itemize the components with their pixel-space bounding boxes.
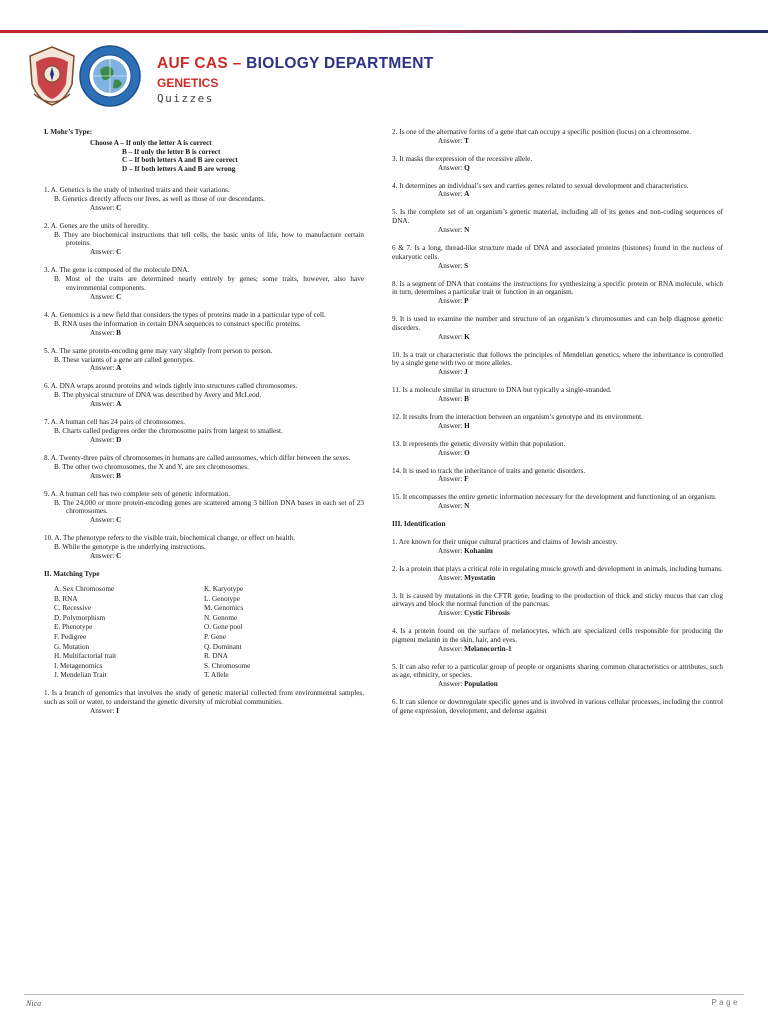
matching-choice: G. Mutation [54, 642, 90, 651]
answer-line: Answer: Population [438, 680, 498, 689]
matching-choice: R. DNA [204, 652, 228, 661]
answer-line: Answer: F [438, 475, 469, 484]
section-title: II. Matching Type [44, 570, 100, 579]
right-column [392, 128, 723, 725]
question-text: 3. It is caused by mutations in the CFTR gene, leading to the production of thick and sticky mucus that can clog airways and block the normal function of the pancreas. [392, 591, 723, 609]
answer-line: Answer: A [438, 190, 470, 199]
question-text: 2. Is a protein that plays a critical role in regulating muscle growth and development in animals, including humans. [392, 564, 723, 573]
question-text: 12. It results from the interaction between an organism’s genotype and its environment. [392, 413, 643, 422]
answer-line: Answer: B [90, 328, 121, 337]
answer-value: N [464, 502, 470, 511]
answer-line: Answer: Myostatin [438, 573, 496, 582]
question-item [392, 413, 723, 431]
question-item [392, 155, 723, 173]
matching-column-right [204, 585, 250, 681]
answer-value: O [464, 448, 470, 457]
footer-divider [24, 994, 744, 995]
question-line: 1. A. Genetics is the study of inherited traits and their variations. [44, 185, 230, 194]
answer-line: Answer: N [438, 225, 470, 234]
question-line: 10. A. The phenotype refers to the visible trait, biochemical change, or effect on health. [44, 534, 296, 543]
question-line: B. RNA uses the information in certain DNA sequences to construct specific proteins. [54, 319, 301, 328]
answer-line: Answer: C [90, 248, 122, 257]
question-text: 6. It can silence or downregulate specific genes and is involved in various cellular processes, including the control of gene expression, development, and defense against [392, 698, 723, 716]
answer-value: N [464, 225, 470, 234]
question-text: 6 & 7. Is a long, thread-like structure made of DNA and associated proteins (histones) found in the nucleus of eukaryotic cells. [392, 243, 723, 261]
question-item [392, 182, 723, 200]
answer-line: Answer: C [90, 516, 122, 525]
question-text: 3. It masks the expression of the recessive allele. [392, 154, 533, 163]
question-item [392, 351, 723, 377]
answer-line: Answer: O [438, 448, 470, 457]
answer-line: Answer: Melanocortin-1 [438, 644, 512, 653]
question-text: 10. Is a trait or characteristic that follows the principles of Mendelian genetics, where the inheritance is controlled by a single gene with two or more alleles. [392, 350, 723, 368]
answer-line: Answer: B [438, 395, 469, 404]
question-line: B. The 24,000 or more protein-encoding genes are scattered among 3 billion DNA bases in each set of 23 chromosomes. [54, 498, 364, 516]
answer-line: Answer: C [90, 203, 122, 212]
question-line: 8. A. Twenty-three pairs of chromosomes in humans are called autosomes, which differ between the sexes. [44, 454, 351, 463]
question-line: 3. A. The gene is composed of the molecule DNA. [44, 266, 190, 275]
matching-choice: Q. Dominant [204, 642, 242, 651]
question-text: 5. Is the complete set of an organism’s genetic material, including all of its genes and non-coding sequences of DNA. [392, 208, 723, 226]
answer-value: Cystic Fibrosis [464, 609, 510, 618]
question-item [44, 418, 364, 444]
answer-line: Answer: C [90, 292, 122, 301]
answer-value: S [464, 261, 469, 270]
section-title: III. Identification [392, 520, 446, 529]
answer-value: Melanocortin-1 [464, 644, 512, 653]
question-item [392, 565, 723, 583]
answer-value: B [116, 471, 121, 480]
globe-society-seal-icon [78, 44, 142, 108]
matching-choice: E. Phenotype [54, 623, 93, 632]
question-item [44, 222, 364, 257]
question-text: 14. It is used to track the inheritance of traits and genetic disorders. [392, 466, 586, 475]
question-item [44, 266, 364, 301]
answer-line: Answer: A [90, 364, 122, 373]
answer-value: B [464, 395, 469, 404]
answer-value: H [464, 421, 470, 430]
answer-value: Myostatin [464, 573, 496, 582]
question-item [392, 440, 723, 458]
matching-choice: P. Gene [204, 632, 226, 641]
question-line: B. Genetics directly affects our lives, as well as those of our descendants. [54, 194, 265, 203]
matching-choice: S. Chromosome [204, 661, 251, 670]
matching-choices [54, 585, 364, 681]
question-text: 13. It represents the genetic diversity within that population. [392, 439, 566, 448]
question-item [392, 467, 723, 485]
answer-value: A [464, 190, 470, 199]
answer-value: I [116, 706, 119, 715]
question-item [392, 592, 723, 618]
question-text: 1. Are known for their unique cultural practices and claims of Jewish ancestry. [392, 537, 618, 546]
question-line: B. Most of the traits are determined nearly entirely by genes; some traits, however, also have environmental components. [54, 275, 364, 292]
choose-option: C – If both letters A and B are correct [122, 156, 238, 165]
question-item [44, 490, 364, 525]
question-text: 15. It encompasses the entire genetic information necessary for the development and functioning of an organism. [392, 493, 717, 502]
answer-line: Answer: B [90, 471, 121, 480]
answer-line: Answer: H [438, 421, 470, 430]
answer-line: Answer: Cystic Fibrosis [438, 609, 510, 618]
matching-choice: L. Genotype [204, 594, 240, 603]
answer-value: C [116, 203, 122, 212]
question-item [392, 208, 723, 234]
question-line: 7. A. A human cell has 24 pairs of chromosomes. [44, 418, 185, 427]
question-item [392, 698, 723, 716]
question-line: B. While the genotype is the underlying instructions. [54, 543, 206, 552]
question-line: 2. A. Genes are the units of heredity. [44, 221, 149, 230]
answer-value: Kohanim [464, 546, 493, 555]
answer-line: Answer: J [438, 368, 468, 377]
question-line: 4. A. Genomics is a new field that considers the types of proteins made in a particular type of cell. [44, 310, 326, 319]
question-text: 4. Is a protein found on the surface of melanocytes, which are specialized cells responsible for producing the pigment melanin in the skin, hair, and eyes. [392, 627, 723, 644]
answer-line: Answer: T [438, 136, 469, 145]
matching-choice: T. Allele [204, 671, 229, 680]
choose-option: D – If both letters A and B are wrong [122, 165, 236, 174]
question-item [392, 128, 723, 146]
answer-value: B [116, 328, 121, 337]
matching-choice: C. Recessive [54, 604, 92, 613]
question-text: 2. Is one of the alternative forms of a gene that can occupy a specific position (locus) on a chromosome. [392, 128, 692, 136]
section-title: I. Mohr’s Type: [44, 128, 93, 136]
answer-value: J [464, 368, 468, 377]
answer-value: Population [464, 680, 498, 689]
answer-value: P [464, 297, 469, 306]
choose-instruction: Choose A – If only the letter A is correct [90, 138, 212, 147]
document-subtitle: Quizzes [157, 92, 214, 105]
matching-choice: A. Sex Chromosome [54, 584, 115, 593]
question-item [44, 382, 364, 408]
question-item [392, 244, 723, 270]
matching-choice: D. Polymorphism [54, 613, 106, 622]
question-item [392, 280, 723, 306]
matching-choice: K. Karyotype [204, 584, 244, 593]
question-item [392, 315, 723, 341]
question-item [392, 663, 723, 689]
question-item [44, 311, 364, 337]
answer-line: Answer: A [90, 400, 122, 409]
question-text: 11. Is a molecule similar in structure to DNA but typically a single-stranded. [392, 386, 612, 395]
answer-line: Answer: C [90, 552, 122, 560]
question-line: B. These variants of a gene are called genotypes. [54, 355, 195, 364]
matching-choice: F. Pedigree [54, 632, 87, 641]
answer-value: C [116, 248, 122, 257]
question-item [392, 538, 723, 556]
answer-value: A [116, 364, 122, 373]
answer-line: Answer: P [438, 297, 469, 306]
answer-value: F [464, 475, 469, 484]
question-line: 5. A. The same protein-encoding gene may vary slightly from person to person. [44, 346, 273, 355]
answer-line: Answer: S [438, 261, 469, 270]
footer-page-label: Page [711, 998, 740, 1007]
choose-option: B – If only the letter B is correct [122, 147, 221, 156]
matching-choice: H. Multifactorial trait [54, 652, 117, 661]
header-divider [0, 30, 768, 33]
answer-value: Q [464, 163, 470, 172]
question-item [44, 347, 364, 373]
matching-choice: J. Mendelian Trait [54, 671, 107, 680]
question-line: B. They are biochemical instructions that tell cells, the basic units of life, how to manufacture certain proteins. [54, 230, 364, 248]
department-title: AUF CAS – BIOLOGY DEPARTMENT [157, 55, 434, 72]
answer-line: Answer: Q [438, 163, 470, 172]
answer-value: C [116, 552, 122, 560]
answer-value: C [116, 516, 122, 525]
question-item [392, 386, 723, 404]
answer-value: D [116, 435, 122, 444]
answer-line: Answer: K [438, 332, 470, 341]
question-line: B. Charts called pedigrees order the chromosome pairs from largest to smallest. [54, 427, 283, 436]
question-text: 8. Is a segment of DNA that contains the instructions for synthesizing a specific protein or RNA molecule, which in turn, determines a particular trait or function in an organism. [392, 279, 723, 297]
matching-choice: B. RNA [54, 594, 78, 603]
question-line: B. The physical structure of DNA was described by Avery and McLeod. [54, 391, 262, 400]
matching-column-left [54, 585, 204, 681]
question-item [44, 689, 364, 715]
footer-author: Nica [26, 999, 42, 1008]
left-column [44, 128, 364, 725]
matching-choice: M. Genomics [204, 604, 244, 613]
question-item [44, 186, 364, 212]
question-line: 9. A. A human cell has two complete sets of genetic information. [44, 489, 231, 498]
answer-line: Answer: D [90, 435, 122, 444]
answer-value: T [464, 136, 469, 145]
question-text: 1. Is a branch of genomics that involves the study of genetic material collected from environmental samples, such as soil or water, to understand the genetic diversity of microbial communities. [44, 688, 364, 706]
answer-value: K [464, 332, 470, 341]
subject-title: GENETICS [157, 76, 219, 90]
question-line: B. The other two chromosomes, the X and Y, are sex chromosomes. [54, 462, 249, 471]
question-line: 6. A. DNA wraps around proteins and winds tightly into structures called chromosomes. [44, 382, 298, 391]
answer-value: C [116, 292, 122, 301]
question-item [44, 534, 364, 560]
answer-line: Answer: I [90, 706, 119, 715]
question-text: 4. It determines an individual’s sex and carries genes related to sexual development and characteristics. [392, 181, 689, 190]
college-seal-icon [26, 44, 78, 108]
answer-line: Answer: N [438, 502, 470, 511]
question-item [392, 493, 723, 511]
answer-value: A [116, 400, 122, 409]
question-item [392, 627, 723, 653]
matching-choice: N. Genome [204, 613, 238, 622]
matching-choice: O. Gene pool [204, 623, 243, 632]
question-text: 9. It is used to examine the number and structure of an organism’s chromosomes and can help diagnose genetic disorders. [392, 315, 723, 332]
question-item [44, 454, 364, 480]
question-text: 5. It can also refer to a particular group of people or organisms sharing common characteristics or attributes, such as age, ethnicity, or species. [392, 662, 723, 680]
answer-line: Answer: Kohanim [438, 546, 493, 555]
matching-choice: I. Metagenomics [54, 661, 103, 670]
